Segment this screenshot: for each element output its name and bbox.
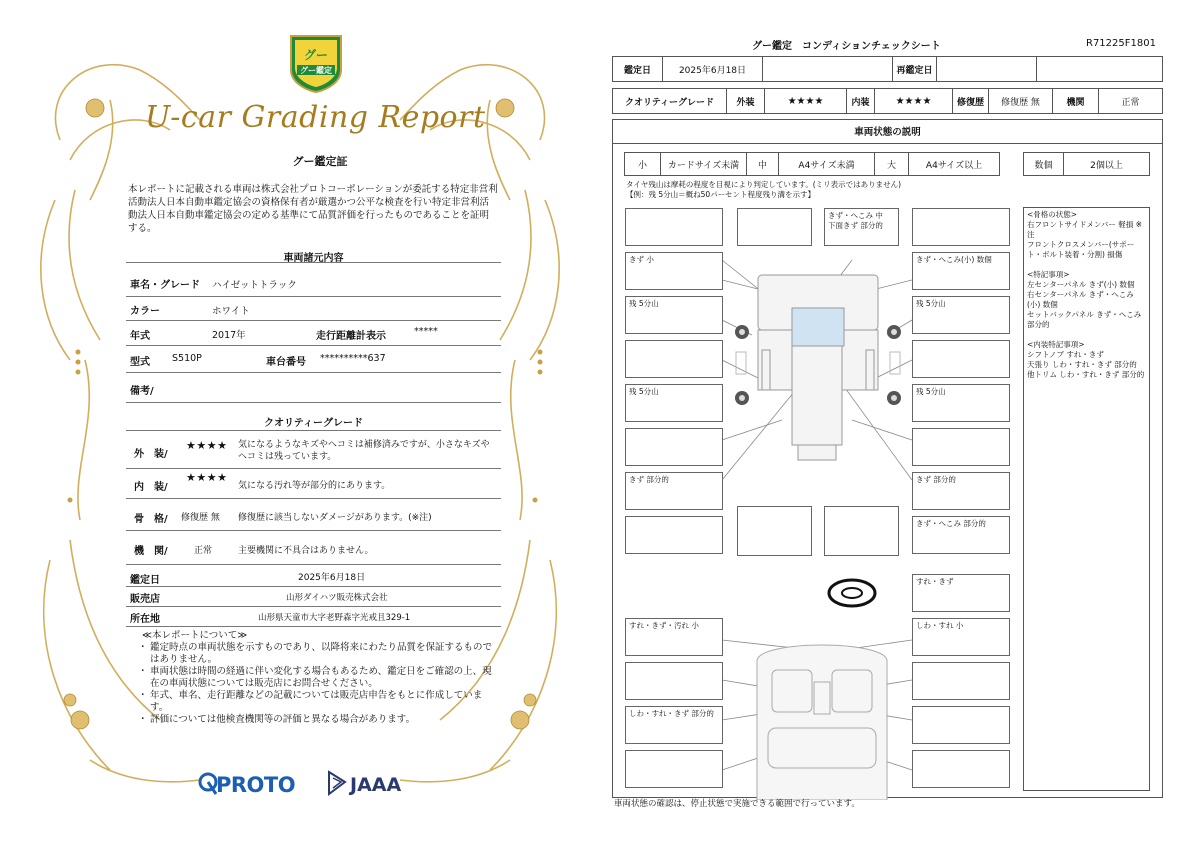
damage-box: すれ・きず・汚れ 小 xyxy=(625,618,723,656)
grade-row-exterior xyxy=(126,430,501,469)
goo-appraisal-badge xyxy=(287,32,345,94)
legend-mid-desc: A4サイズ未満 xyxy=(779,153,875,175)
damage-box xyxy=(912,340,1010,378)
damage-box xyxy=(912,662,1010,700)
spec-row-name xyxy=(126,270,501,297)
spec-value: ホワイト xyxy=(212,306,250,317)
grade-row xyxy=(612,88,1163,114)
engine-value: 正常 xyxy=(1121,97,1140,108)
count-legend xyxy=(1023,152,1150,176)
sheet-title: グー鑑定 コンディションチェックシート xyxy=(752,41,941,52)
legend-small-desc: カードサイズ未満 xyxy=(661,153,747,175)
grade-row-interior xyxy=(126,468,501,499)
damage-box xyxy=(912,428,1010,466)
grade-text: 気になる汚れ等が部分的にあります。 xyxy=(238,481,391,491)
jaaa-logo: JAAA xyxy=(350,774,402,796)
ext-stars: ★★★★ xyxy=(765,89,847,113)
desc-title: 車両状態の説明 xyxy=(612,119,1163,144)
grade-label: 機 関/ xyxy=(134,546,168,557)
note-item: ・ 車両状態は時間の経過に伴い変化する場合もあるため、鑑定日をご確認の上、現在の車両状態については販売店にお問合せください。 xyxy=(138,666,498,690)
spec-row-model xyxy=(126,345,501,373)
damage-box: きず 部分的 xyxy=(625,472,723,510)
cert-row-address xyxy=(126,606,501,627)
damage-box: きず・へこみ(小) 数個 xyxy=(912,252,1010,290)
divider xyxy=(126,262,501,263)
damage-box: しわ・すれ 小 xyxy=(912,618,1010,656)
damage-box: しわ・すれ・きず 部分的 xyxy=(625,706,723,744)
spec-value: ハイゼットトラック xyxy=(212,280,297,291)
grade-row-frame xyxy=(126,498,501,531)
damage-box: 残 5分山 xyxy=(912,296,1010,334)
damage-box xyxy=(737,506,812,556)
engine-label: 機関 xyxy=(1053,89,1099,113)
damage-box xyxy=(625,340,723,378)
notes-title: ≪本レポートについて≫ xyxy=(142,630,248,641)
spec-label: 型式 xyxy=(130,357,150,368)
side-note: セットバックパネル きず・へこみ 部分的 xyxy=(1027,310,1142,329)
damage-box xyxy=(625,516,723,554)
spec-value: 2017年 xyxy=(212,330,246,341)
report-notes xyxy=(138,630,498,726)
side-note: 天張り しわ・すれ・きず 部分的 xyxy=(1027,360,1137,369)
damage-box: きず 部分的 xyxy=(912,472,1010,510)
damage-box: 残 5分山 xyxy=(625,296,723,334)
side-note-spacer xyxy=(1027,330,1146,340)
date-label: 鑑定日 xyxy=(613,57,663,81)
tire-note: タイヤ残山は摩耗の程度を目視により判定しています。(ミリ表示ではありません) xyxy=(626,180,902,189)
spec-value: **********637 xyxy=(320,353,386,364)
spec-label: 年式 xyxy=(130,331,150,342)
note-item: ・ 年式、車名、走行距離などの記載については販売店申告をもとに作成しています。 xyxy=(138,690,498,714)
sheet-footer: 車両状態の確認は、停止状態で実施できる範囲で行っています。 xyxy=(614,799,860,809)
repair-label: 修復歴 xyxy=(953,89,989,113)
spec-value: ***** xyxy=(414,326,438,337)
sheet-code: R71225F1801 xyxy=(1086,38,1156,49)
steering-wheel-icon xyxy=(829,580,875,606)
specs-title: 車両諸元内容 xyxy=(283,253,344,264)
date-row xyxy=(612,56,1163,82)
side-note: <特記事項> xyxy=(1027,270,1070,279)
certificate-intro: 本レポートに記載される車両は株式会社プロトコーポレーションが委託する特定非営利活動法人日本自動車鑑定協会の資格保有者が厳選かつ公平な検査を行い特定非営利活動法人日本自動車鑑定協会の定める基準にて品質評価を行ったものであることを証明する。 xyxy=(128,184,498,234)
redate-value xyxy=(937,57,1037,81)
cert-value: 山形ダイハツ販売株式会社 xyxy=(286,593,388,603)
legend-large: 大 xyxy=(875,153,909,175)
grade-title: クオリティーグレード xyxy=(264,418,363,429)
damage-box xyxy=(625,750,723,788)
side-note: <内装特記事項> xyxy=(1027,340,1085,349)
damage-box: きず・へこみ 中 下面きず 部分的 xyxy=(824,208,899,246)
side-note: 右フロントサイドメンバー 軽損 ※注 xyxy=(1027,220,1142,239)
size-legend xyxy=(624,152,1000,176)
damage-box xyxy=(625,428,723,466)
damage-box xyxy=(912,750,1010,788)
damage-box xyxy=(737,208,812,246)
note-item: ・ 鑑定時点の車両状態を示すものであり、以降将来にわたり品質を保証するものではありません。 xyxy=(138,642,498,666)
legend-count: 数個 xyxy=(1024,153,1064,175)
date-blank xyxy=(763,57,893,81)
note-item: ・ 評価については他検査機関等の評価と異なる場合があります。 xyxy=(138,714,498,726)
damage-box: すれ・きず xyxy=(912,574,1010,612)
cert-row-date xyxy=(126,566,501,587)
grade-row-engine xyxy=(126,530,501,565)
grade-label: クオリティーグレード xyxy=(613,89,727,113)
legend-mid: 中 xyxy=(747,153,779,175)
spec-label: 走行距離計表示 xyxy=(316,331,386,342)
damage-box xyxy=(625,662,723,700)
legend-large-desc: A4サイズ以上 xyxy=(925,160,983,171)
spec-row-color xyxy=(126,296,501,321)
redate-label: 再鑑定日 xyxy=(893,57,937,81)
int-stars: ★★★★ xyxy=(875,89,953,113)
date-value: 2025年6月18日 xyxy=(663,57,763,81)
grade-stars: ★★★★ xyxy=(186,439,228,452)
proto-logo-icon xyxy=(198,772,218,800)
proto-logo: PROTO xyxy=(216,773,296,797)
damage-box: きず・へこみ 部分的 xyxy=(912,516,1010,554)
side-note: 他トリム しわ・すれ・きず 部分的 xyxy=(1027,370,1145,379)
grade-value: 正常 xyxy=(194,546,213,556)
grade-text: 主要機関に不具合はありません。 xyxy=(238,546,374,556)
spec-label: カラー xyxy=(130,306,160,317)
certificate-title: グー鑑定証 xyxy=(292,155,348,168)
repair-value: 修復歴 無 xyxy=(989,89,1053,113)
side-note: 右センターパネル きず・へこみ(小) 数個 xyxy=(1027,290,1134,309)
spec-label: 車名・グレード xyxy=(130,280,200,291)
spec-label: 車台番号 xyxy=(266,357,306,368)
damage-box: 残 5分山 xyxy=(625,384,723,422)
ext-label: 外装 xyxy=(727,89,765,113)
damage-box xyxy=(824,506,899,556)
badge-label: グー鑑定 xyxy=(300,66,332,75)
spec-label: 備考/ xyxy=(130,386,154,397)
spec-row-remarks xyxy=(126,372,501,403)
int-label: 内装 xyxy=(847,89,875,113)
spec-value: S510P xyxy=(172,353,202,364)
legend-small: 小 xyxy=(625,153,661,175)
svg-text:グー: グー xyxy=(303,48,329,62)
jaaa-logo-icon xyxy=(327,770,347,800)
damage-box: きず 小 xyxy=(625,252,723,290)
damage-box xyxy=(912,706,1010,744)
side-notes xyxy=(1023,207,1150,791)
grade-label: 骨 格/ xyxy=(134,514,168,525)
grade-label: 内 装/ xyxy=(134,482,168,493)
cert-label: 所在地 xyxy=(130,614,160,625)
side-note: <骨格の状態> xyxy=(1027,210,1078,219)
cert-value: 山形県天童市大字老野森字光戒且329-1 xyxy=(258,613,411,623)
legend-count-desc: 2個以上 xyxy=(1090,160,1123,171)
damage-box: 残 5分山 xyxy=(912,384,1010,422)
grade-value: 修復歴 無 xyxy=(181,513,220,523)
side-note: 左センターパネル きず(小) 数個 xyxy=(1027,280,1135,289)
cert-label: 販売店 xyxy=(130,594,160,605)
damage-box xyxy=(625,208,723,246)
report-logo-title: U-car Grading Report xyxy=(145,100,486,135)
spec-row-year xyxy=(126,320,501,346)
side-note-spacer xyxy=(1027,260,1146,270)
side-note: フロントクロスメンバー(サポート・ボルト装着・分割) 損傷 xyxy=(1027,240,1135,259)
tire-example: 【例：残 5分山＝概ね50パーセント程度残り溝を示す】 xyxy=(626,190,816,199)
cert-label: 鑑定日 xyxy=(130,575,160,586)
grade-label: 外 装/ xyxy=(134,449,168,460)
cert-value: 2025年6月18日 xyxy=(298,573,366,583)
grade-text: 気になるようなキズやヘコミは補修済みですが、小さなキズやヘコミは残っています。 xyxy=(238,440,490,462)
side-note: シフトノブ すれ・きず xyxy=(1027,350,1104,359)
cert-row-shop xyxy=(126,586,501,607)
grade-stars: ★★★★ xyxy=(186,471,228,484)
damage-box xyxy=(912,208,1010,246)
grade-text: 修復歴に該当しないダメージがあります。(※注) xyxy=(238,513,432,523)
